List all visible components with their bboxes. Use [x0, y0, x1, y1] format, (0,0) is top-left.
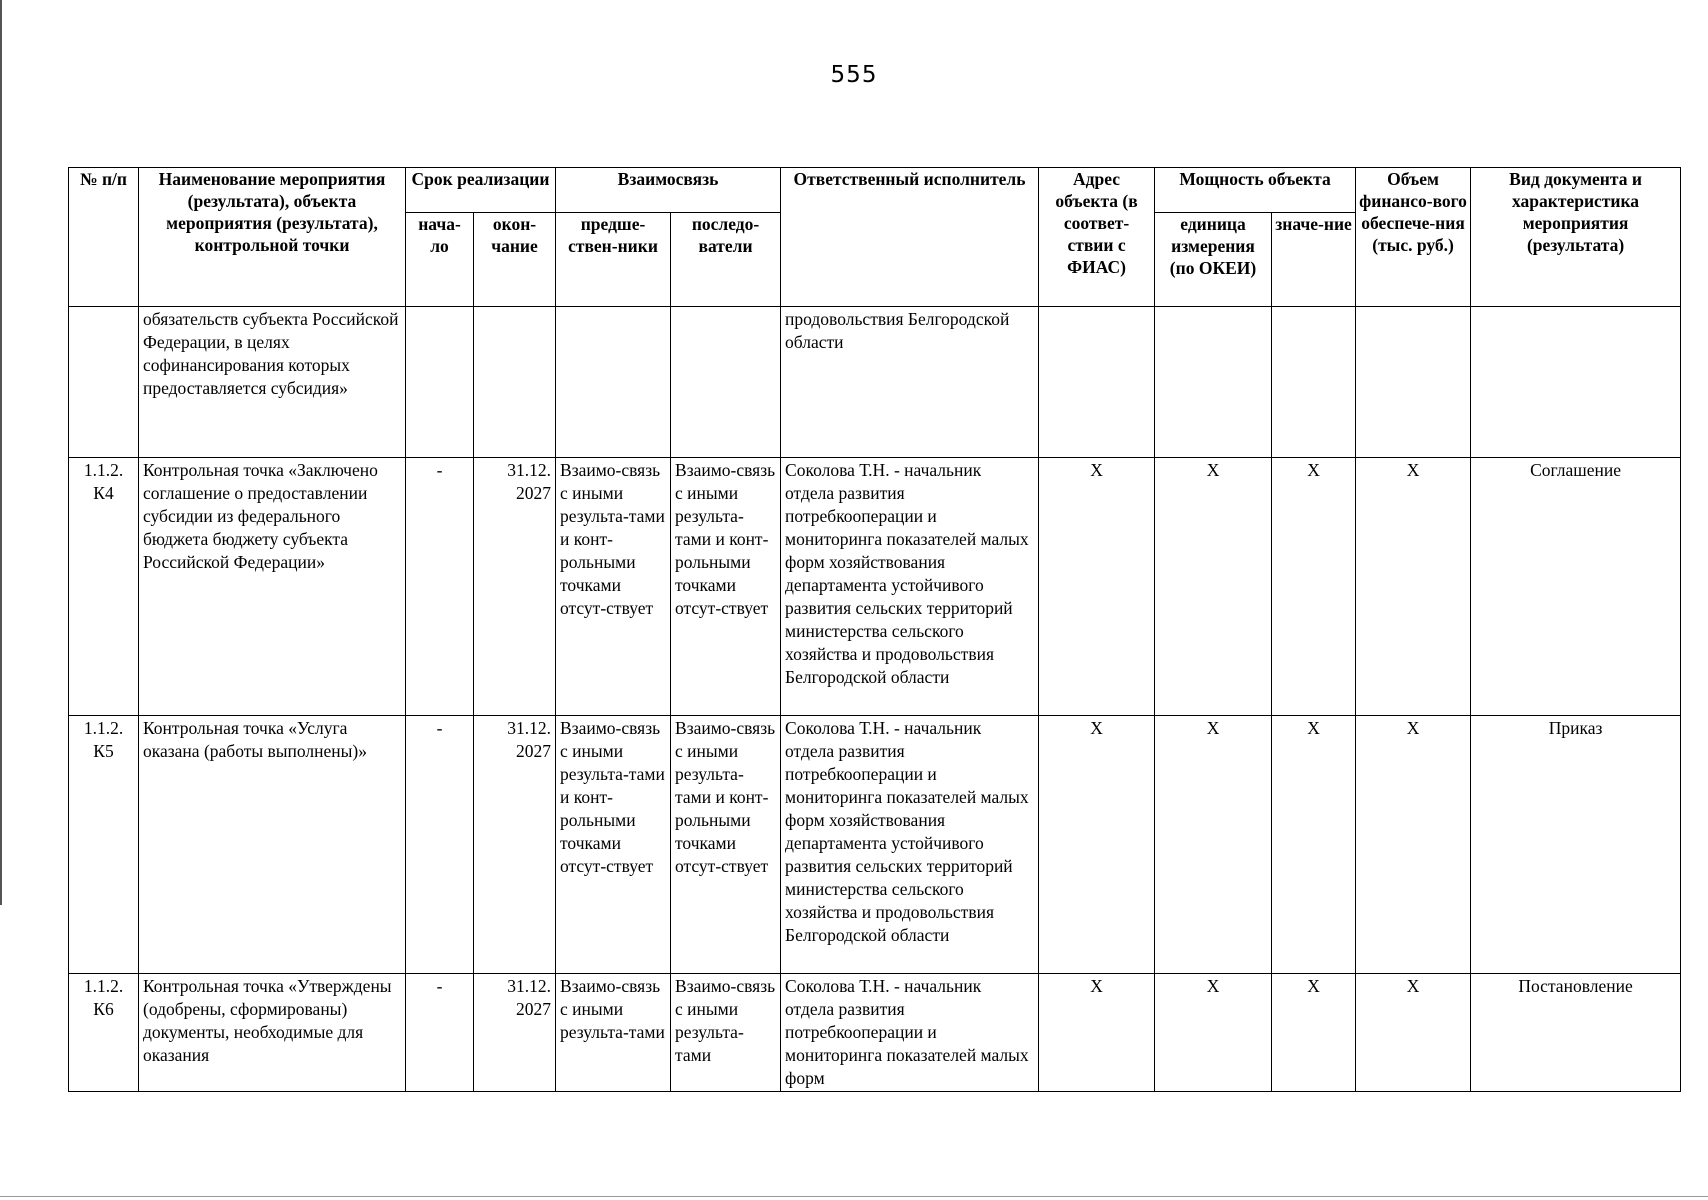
cell-doc: Соглашение — [1471, 458, 1681, 716]
cell-responsible: Соколова Т.Н. - начальник отдела развития потребкооперации и мониторинга показателей малых форм хозяйствования департамента устойчивого развития сельских территорий министерства сельского хозяйства и продовольствия Белгородской области — [781, 716, 1039, 974]
cell-unit: Х — [1155, 974, 1272, 1092]
cell-name: Контрольная точка «Заключено соглашение о предоставлении субсидии из федерального бюджета бюджету субъекта Российской Федерации» — [139, 458, 406, 716]
cell-num: 1.1.2. К6 — [69, 974, 139, 1092]
cell-doc: Приказ — [1471, 716, 1681, 974]
cell-unit: Х — [1155, 458, 1272, 716]
cell-responsible: Соколова Т.Н. - начальник отдела развития потребкооперации и мониторинга показателей малых форм хозяйствования департамента устойчивого развития сельских территорий министерства сельского хозяйства и продовольствия Белгородской области — [781, 458, 1039, 716]
header-row — [69, 168, 1681, 213]
cell-prev — [556, 307, 671, 458]
header-period-end: окон-чание — [474, 213, 556, 307]
header-link: Взаимосвязь — [556, 168, 781, 213]
header-num: № п/п — [69, 168, 139, 307]
header-capacity-value: значе-ние — [1272, 213, 1356, 307]
cell-next: Взаимо-связь с иными результа-тами и конт-рольными точками отсут-ствует — [671, 716, 781, 974]
cell-name: Контрольная точка «Утверждены (одобрены, сформированы) документы, необходимые для оказания — [139, 974, 406, 1092]
cell-address: Х — [1039, 458, 1155, 716]
cell-value: Х — [1272, 458, 1356, 716]
scan-edge-bottom — [0, 1196, 1708, 1197]
cell-value: Х — [1272, 974, 1356, 1092]
header-funding: Объем финансо-вого обеспече-ния (тыс. руб.) — [1356, 168, 1471, 307]
header-link-prev: предше-ствен-ники — [556, 213, 671, 307]
header-period: Срок реализации — [406, 168, 556, 213]
cell-funding: Х — [1356, 458, 1471, 716]
cell-prev: Взаимо-связь с иными результа-тами и конт-рольными точками отсут-ствует — [556, 458, 671, 716]
header-capacity: Мощность объекта — [1155, 168, 1356, 213]
cell-address: Х — [1039, 974, 1155, 1092]
header-responsible: Ответственный исполнитель — [781, 168, 1039, 307]
plan-table — [68, 167, 1681, 1092]
cell-end: 31.12. 2027 — [474, 716, 556, 974]
cell-end: 31.12. 2027 — [474, 974, 556, 1092]
cell-funding: Х — [1356, 716, 1471, 974]
table-row — [69, 974, 1681, 1092]
cell-responsible: продовольствия Белгородской области — [781, 307, 1039, 458]
table-row — [69, 307, 1681, 458]
header-name: Наименование мероприятия (результата), объекта мероприятия (результата), контрольной точки — [139, 168, 406, 307]
cell-next: Взаимо-связь с иными результа-тами и конт-рольными точками отсут-ствует — [671, 458, 781, 716]
cell-num — [69, 307, 139, 458]
cell-name: обязательств субъекта Российской Федерации, в целях софинансирования которых предоставляется субсидия» — [139, 307, 406, 458]
cell-doc: Постановление — [1471, 974, 1681, 1092]
page-number: 555 — [830, 62, 878, 88]
header-period-start: нача-ло — [406, 213, 474, 307]
cell-prev: Взаимо-связь с иными результа-тами и конт-рольными точками отсут-ствует — [556, 716, 671, 974]
cell-funding: Х — [1356, 974, 1471, 1092]
cell-num: 1.1.2. К4 — [69, 458, 139, 716]
cell-end — [474, 307, 556, 458]
cell-prev: Взаимо-связь с иными результа-тами — [556, 974, 671, 1092]
cell-address: Х — [1039, 716, 1155, 974]
cell-end: 31.12. 2027 — [474, 458, 556, 716]
cell-next: Взаимо-связь с иными результа-тами — [671, 974, 781, 1092]
cell-start: - — [406, 458, 474, 716]
scan-edge-left — [0, 0, 2, 905]
table-row — [69, 716, 1681, 974]
cell-doc — [1471, 307, 1681, 458]
header-doc-type: Вид документа и характеристика мероприятия (результата) — [1471, 168, 1681, 307]
cell-unit — [1155, 307, 1272, 458]
cell-next — [671, 307, 781, 458]
cell-funding — [1356, 307, 1471, 458]
header-capacity-unit: единица измерения (по ОКЕИ) — [1155, 213, 1272, 307]
cell-name: Контрольная точка «Услуга оказана (работы выполнены)» — [139, 716, 406, 974]
header-address: Адрес объекта (в соответ-ствии с ФИАС) — [1039, 168, 1155, 307]
cell-value — [1272, 307, 1356, 458]
cell-start: - — [406, 974, 474, 1092]
cell-num: 1.1.2. К5 — [69, 716, 139, 974]
cell-start — [406, 307, 474, 458]
header-link-next: последо-ватели — [671, 213, 781, 307]
cell-address — [1039, 307, 1155, 458]
table-row — [69, 458, 1681, 716]
cell-start: - — [406, 716, 474, 974]
cell-responsible: Соколова Т.Н. - начальник отдела развития потребкооперации и мониторинга показателей малых форм — [781, 974, 1039, 1092]
cell-unit: Х — [1155, 716, 1272, 974]
cell-value: Х — [1272, 716, 1356, 974]
